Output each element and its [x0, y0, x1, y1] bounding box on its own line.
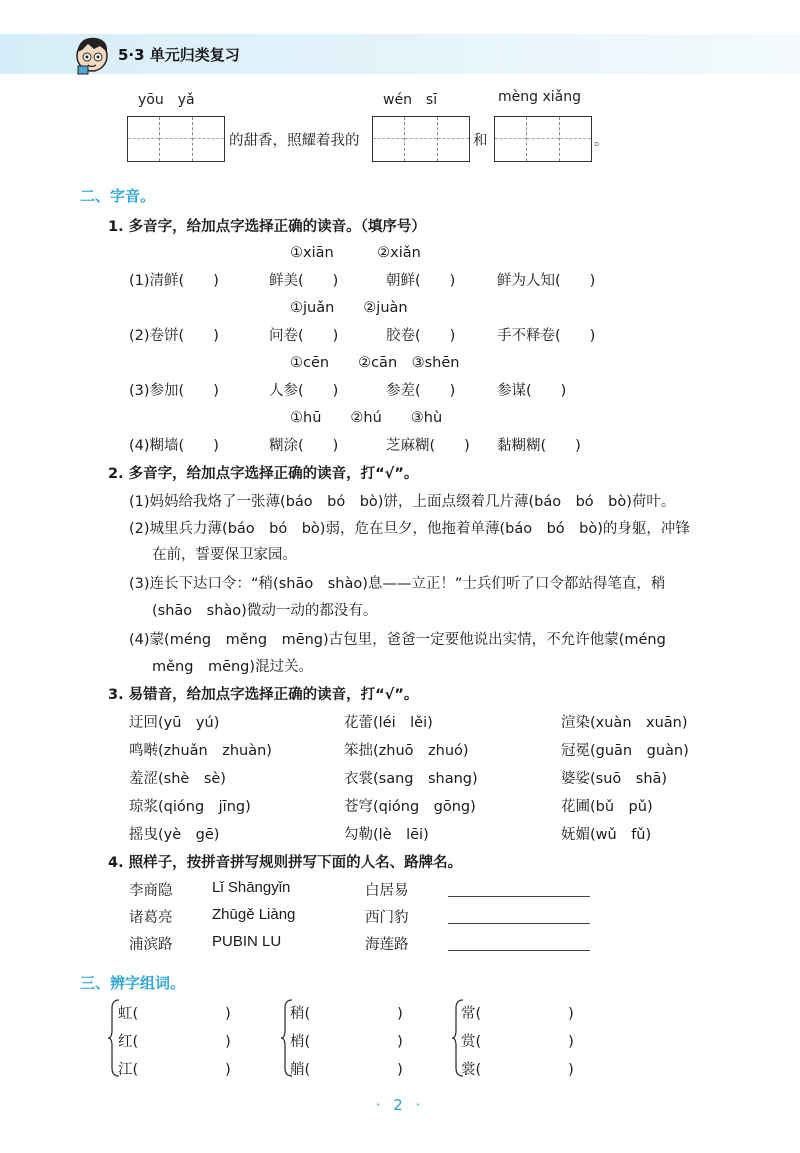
q4-blank-name: 海莲路 [365, 937, 409, 953]
q2-title: 2. 多音字，给加点字选择正确的读音，打“√”。 [108, 466, 419, 482]
q1-item[interactable]: (2)卷饼( ) [129, 328, 219, 344]
page-number: · 2 · [375, 1096, 425, 1114]
q1-item[interactable]: 黏糊糊( ) [497, 438, 581, 454]
q2-line[interactable]: (3)连长下达口令：“稍(shāo shào)息——立正！”士兵们听了口令都站得笔直，稍 [129, 576, 666, 592]
char-grid-1[interactable] [127, 116, 225, 162]
q2-line[interactable]: měng mēng)混过关。 [152, 659, 314, 675]
q3-item[interactable]: 花圃(bǔ pǔ) [561, 799, 653, 815]
q1-item[interactable]: (3)参加( ) [129, 383, 219, 399]
q1-item[interactable]: 参差( ) [386, 383, 456, 399]
q3-item[interactable]: 鸣啭(zhuǎn zhuàn) [129, 743, 272, 759]
q2-line[interactable]: (shāo shào)微动一动的都没有。 [152, 603, 378, 619]
q3-item[interactable]: 琼浆(qióng jīng) [129, 799, 251, 815]
q3-item[interactable]: 笨拙(zhuō zhuó) [344, 743, 469, 759]
q1-item[interactable]: 鲜为人知( ) [497, 273, 596, 289]
q4-title: 4. 照样子，按拼音拼写规则拼写下面的人名、路牌名。 [108, 855, 463, 871]
q1-options-4: ①hū ②hú ③hù [290, 410, 443, 426]
fill-text-2: 和 [473, 133, 488, 149]
q3-item[interactable]: 摇曳(yè gē) [129, 827, 220, 843]
char-grid-2[interactable] [372, 116, 470, 162]
q1-options-3: ①cēn ②cān ③shēn [290, 355, 460, 371]
boy-avatar-icon [70, 32, 114, 76]
q3-item[interactable]: 勾勒(lè lēi) [344, 827, 429, 843]
q1-options-2: ①juǎn ②juàn [290, 300, 408, 316]
s3-item[interactable]: 梢( ) [290, 1034, 403, 1050]
q4-blank-name: 白居易 [365, 883, 409, 899]
pinyin-youya: yōu yǎ [138, 92, 195, 108]
q1-options-1: ①xiān ②xiǎn [290, 245, 421, 261]
q3-item[interactable]: 羞涩(shè sè) [129, 771, 226, 787]
q1-item[interactable]: 鲜美( ) [269, 273, 339, 289]
q3-item[interactable]: 花蕾(léi lěi) [344, 715, 433, 731]
q4-example-pinyin: Lǐ Shāngyǐn [212, 879, 291, 896]
fill-text-1: 的甜香，照耀着我的 [229, 133, 360, 149]
q1-item[interactable]: 芝麻糊( ) [386, 438, 470, 454]
q1-item[interactable]: 朝鲜( ) [386, 273, 456, 289]
q1-item[interactable]: 人参( ) [269, 383, 339, 399]
char-grid-3[interactable] [494, 116, 592, 162]
q1-item[interactable]: (4)糊墙( ) [129, 438, 219, 454]
s3-item[interactable]: 裳( ) [461, 1062, 574, 1078]
q4-example-name: 浦滨路 [129, 937, 173, 953]
q4-example-name: 诸葛亮 [129, 910, 173, 926]
section-2-title: 二、字音。 [80, 187, 156, 205]
s3-item[interactable]: 稍( ) [290, 1006, 403, 1022]
header-title: 5·3 单元归类复习 [118, 46, 240, 64]
q1-item[interactable]: 参谋( ) [497, 383, 567, 399]
q3-item[interactable]: 婆娑(suō shā) [561, 771, 668, 787]
s3-item[interactable]: 常( ) [461, 1006, 574, 1022]
q2-line: 在前，誓要保卫家园。 [152, 547, 297, 563]
q3-item[interactable]: 妩媚(wǔ fǔ) [561, 827, 652, 843]
q3-title: 3. 易错音，给加点字选择正确的读音，打“√”。 [108, 687, 419, 703]
q3-item[interactable]: 渲染(xuàn xuān) [561, 715, 688, 731]
q1-title: 1. 多音字，给加点字选择正确的读音。（填序号） [108, 219, 426, 235]
q4-example-pinyin: PUBIN LU [212, 933, 282, 950]
s3-item[interactable]: 赏( ) [461, 1034, 574, 1050]
q4-example-pinyin: Zhūgě Liàng [212, 906, 296, 923]
q4-blank-name: 西门豹 [365, 910, 409, 926]
s3-item[interactable]: 江( ) [118, 1062, 231, 1078]
q2-line[interactable]: (2)城里兵力薄(báo bó bò)弱，危在旦夕，他拖着单薄(báo bó bò)的身躯，冲锋 [129, 521, 690, 537]
s3-item[interactable]: 艄( ) [290, 1062, 403, 1078]
fill-text-3: 。 [594, 133, 609, 149]
q3-item[interactable]: 衣裳(sang shang) [344, 771, 478, 787]
q1-item[interactable]: (1)清鲜( ) [129, 273, 219, 289]
pinyin-mengxiang: mèng xiǎng [498, 89, 581, 105]
q4-answer-line[interactable] [448, 896, 590, 897]
q3-item[interactable]: 迂回(yū yú) [129, 715, 220, 731]
q1-item[interactable]: 手不释卷( ) [497, 328, 596, 344]
q4-answer-line[interactable] [448, 923, 590, 924]
s3-item[interactable]: 虹( ) [118, 1006, 231, 1022]
pinyin-wensi: wén sī [383, 92, 438, 108]
q4-answer-line[interactable] [448, 950, 590, 951]
section-3-title: 三、辨字组词。 [80, 974, 186, 992]
q1-item[interactable]: 胶卷( ) [386, 328, 456, 344]
q3-item[interactable]: 冠冕(guān guàn) [561, 743, 689, 759]
q1-item[interactable]: 问卷( ) [269, 328, 339, 344]
s3-item[interactable]: 红( ) [118, 1034, 231, 1050]
q2-line[interactable]: (1)妈妈给我烙了一张薄(báo bó bò)饼，上面点缀着几片薄(báo bó bò)荷叶。 [129, 494, 676, 510]
q4-example-name: 李商隐 [129, 883, 173, 899]
q3-item[interactable]: 苍穹(qióng gōng) [344, 799, 476, 815]
q2-line[interactable]: (4)蒙(méng měng mēng)古包里，爸爸一定要他说出实情，不允许他蒙(méng [129, 632, 666, 648]
q1-item[interactable]: 糊涂( ) [269, 438, 339, 454]
